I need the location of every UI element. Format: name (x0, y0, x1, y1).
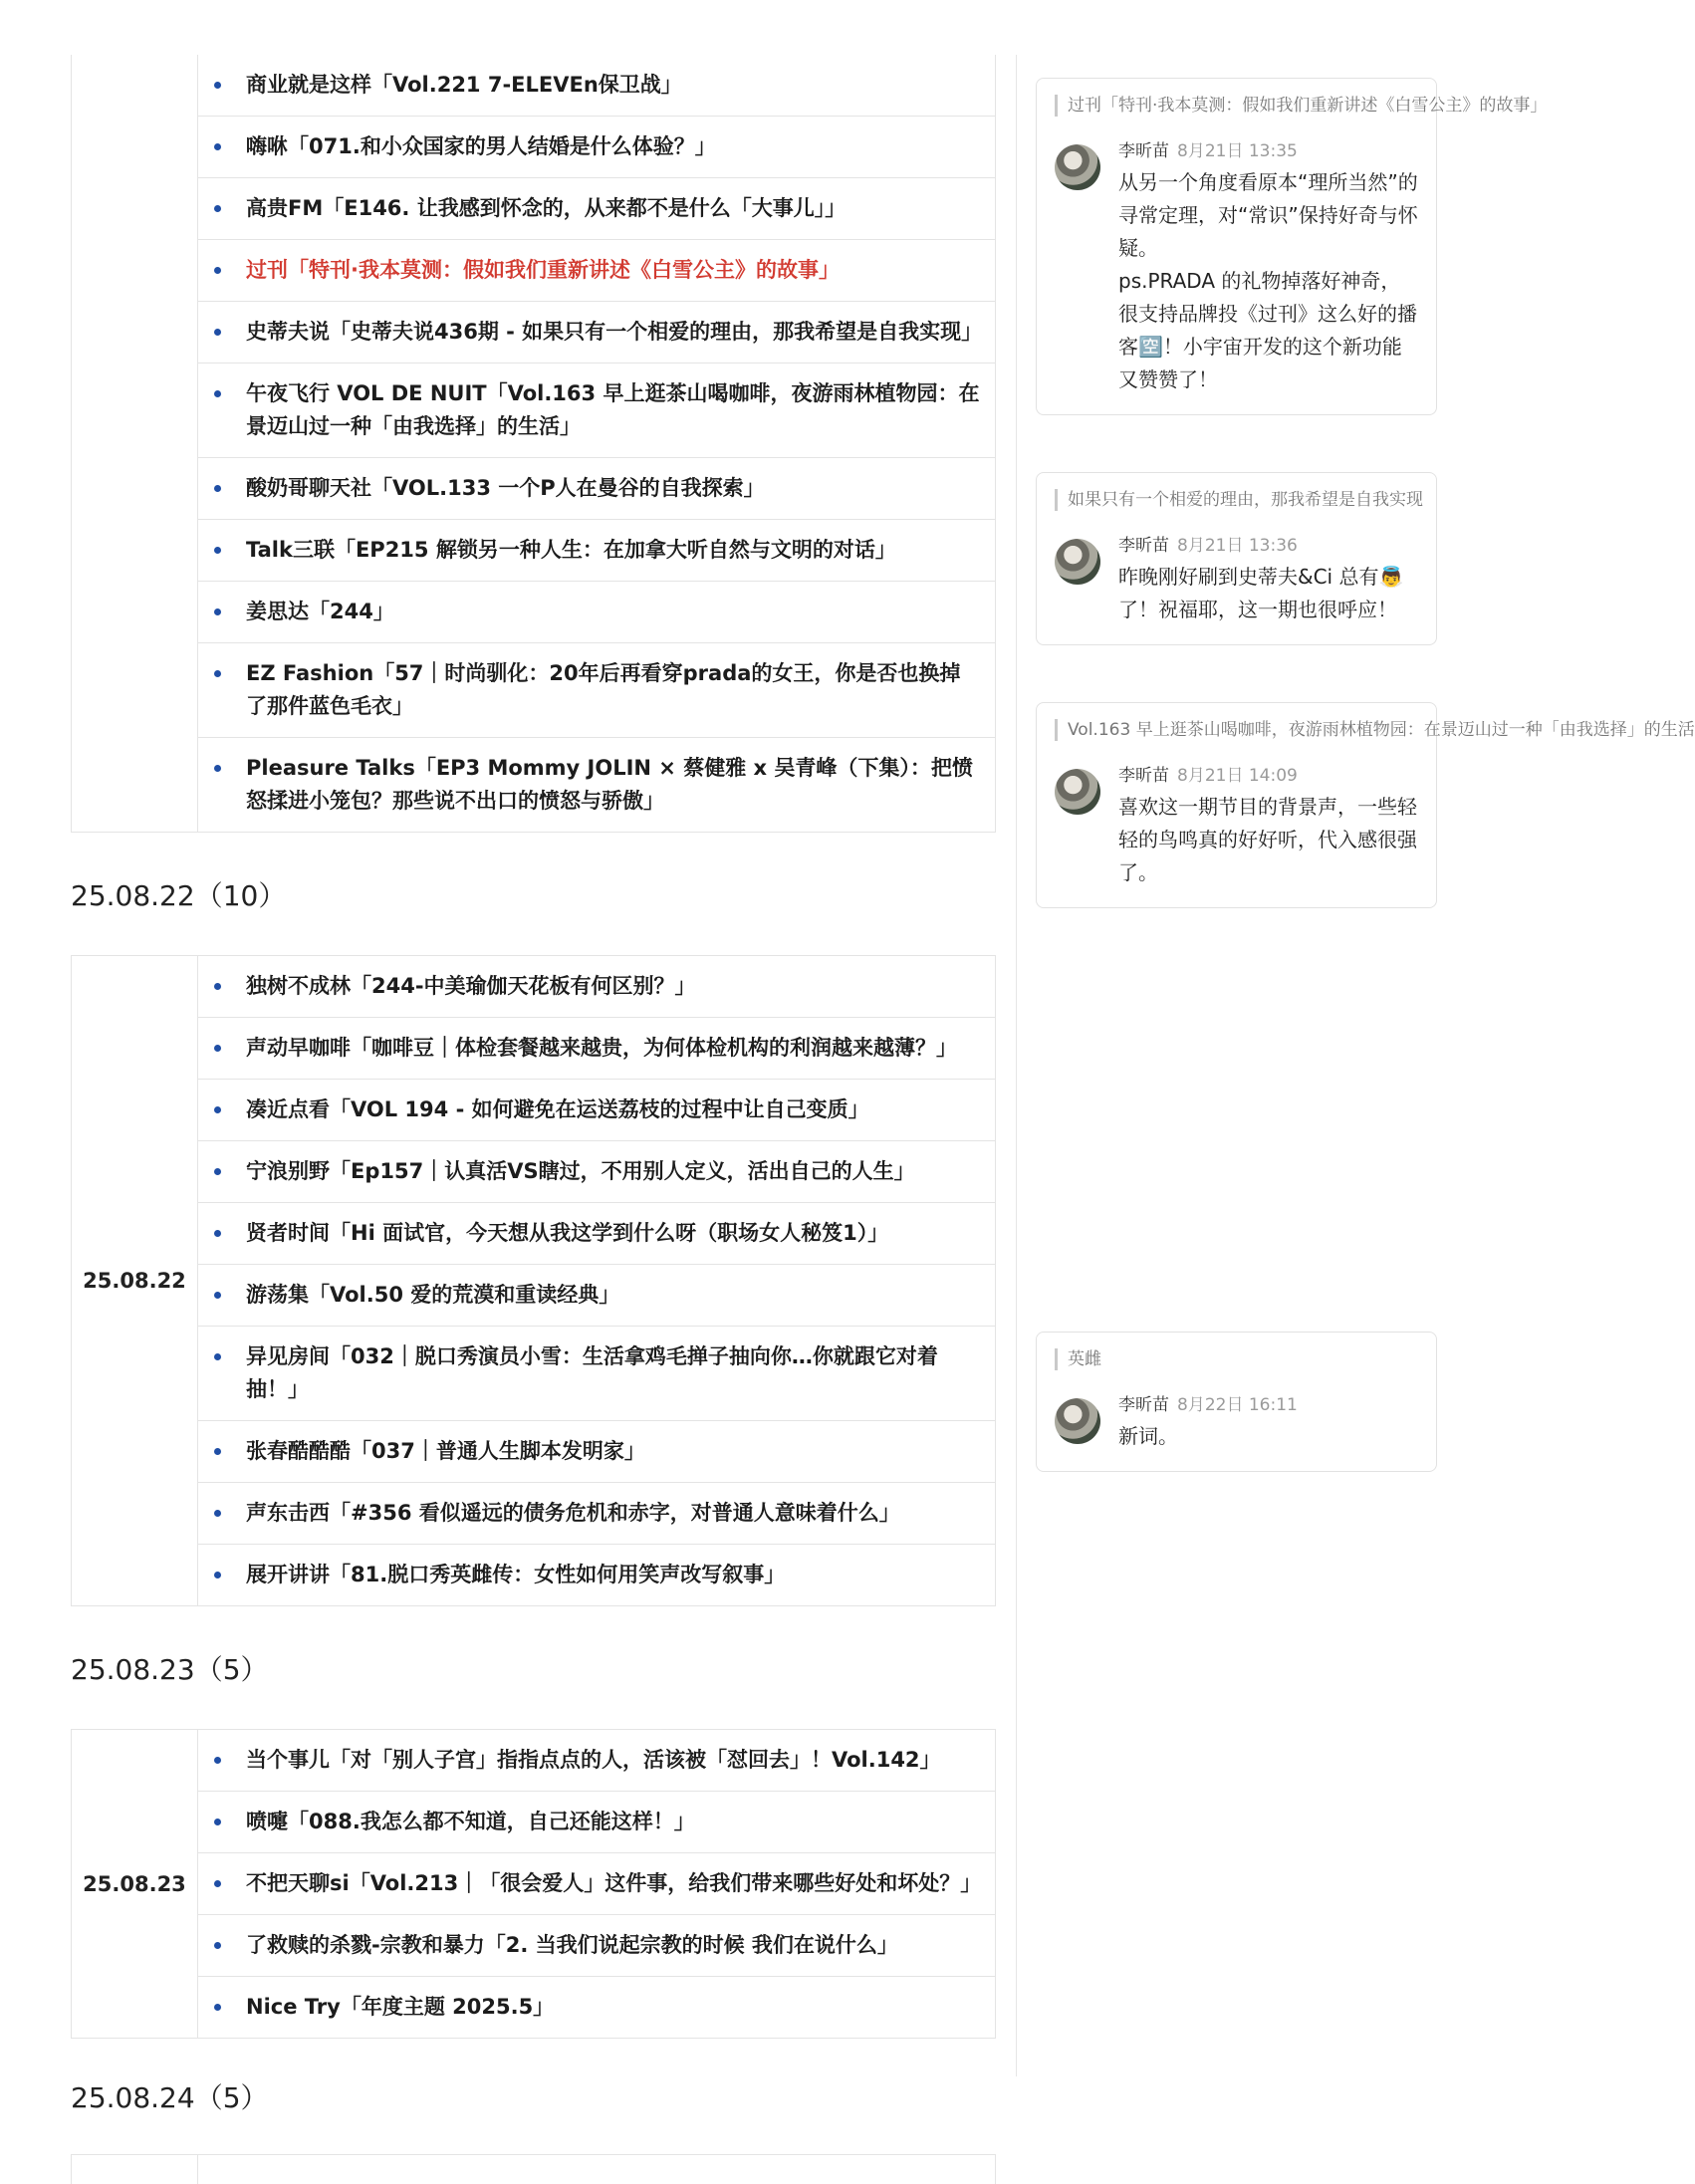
comment-author[interactable]: 李昕苗 (1118, 141, 1169, 161)
avatar[interactable] (1055, 539, 1100, 585)
episode-title: 当个事儿「对「别人子宫」指指点点的人，活该被「怼回去」！Vol.142」 (246, 1748, 941, 1772)
avatar[interactable] (1055, 769, 1100, 815)
episode-title: 高贵FM「E146. 让我感到怀念的，从来都不是什么「大事儿」」 (246, 196, 847, 220)
episode-item[interactable] (198, 1018, 995, 1080)
bullet-icon (214, 1880, 221, 1887)
comment-quote[interactable]: Vol.163 早上逛茶山喝咖啡，夜游雨林植物园：在景迈山过一种「由我选择」的生活 (1055, 719, 1418, 741)
episode-item[interactable] (198, 458, 995, 520)
bullet-icon (214, 765, 221, 772)
comment-text: 从另一个角度看原本“理所当然”的寻常定理，对“常识”保持好奇与怀疑。 ps.PRADA 的礼物掉落好神奇，很支持品牌投《过刊》这么好的播客🈳！小宇宙开发的这个新功能又赞赞了！ (1118, 170, 1418, 391)
bullet-icon (214, 1106, 221, 1113)
comment-author[interactable]: 李昕苗 (1118, 536, 1169, 556)
episode-item[interactable] (198, 1977, 995, 2038)
section-heading-0822: 25.08.22（10） (71, 878, 287, 912)
episode-item[interactable] (198, 643, 995, 738)
bullet-icon (214, 329, 221, 336)
episode-title: 姜思达「244」 (246, 600, 394, 623)
date-cell: 25.08.23 (72, 1730, 198, 2038)
date-cell (72, 2155, 198, 2184)
episode-title: 游荡集「Vol.50 爱的荒漠和重读经典」 (246, 1283, 620, 1307)
episode-title: 酸奶哥聊天社「VOL.133 一个P人在曼谷的自我探索」 (246, 476, 765, 500)
day-table (71, 55, 996, 833)
episode-title: 喷嚏「088.我怎么都不知道，自己还能这样！」 (246, 1810, 695, 1833)
bullet-icon (214, 1168, 221, 1175)
bullet-icon (214, 608, 221, 615)
bullet-icon (214, 205, 221, 212)
avatar[interactable] (1055, 1398, 1100, 1444)
day-table (71, 1729, 996, 2039)
column-divider (1016, 55, 1017, 2076)
episode-title: 午夜飞行 VOL DE NUIT「Vol.163 早上逛茶山喝咖啡，夜游雨林植物园：在景迈山过一种「由我选择」的生活」 (246, 381, 980, 438)
bullet-icon (214, 1510, 221, 1517)
episode-title: 不把天聊si「Vol.213｜「很会爱人」这件事，给我们带来哪些好处和坏处？」 (246, 1871, 982, 1895)
bullet-icon (214, 143, 221, 150)
comment-card (1036, 1332, 1437, 1472)
episode-title: 商业就是这样「Vol.221 7-ELEVEn保卫战」 (246, 73, 682, 97)
episode-title: 张春酷酷酷「037｜普通人生脚本发明家」 (246, 1439, 645, 1463)
bullet-icon (214, 1572, 221, 1578)
comment-quote[interactable]: 如果只有一个相爱的理由，那我希望是自我实现 (1055, 489, 1418, 511)
episode-item[interactable] (198, 1265, 995, 1327)
episode-item[interactable] (198, 1915, 995, 1977)
episode-item[interactable] (198, 582, 995, 643)
bullet-icon (214, 1448, 221, 1455)
episode-item[interactable] (198, 178, 995, 240)
episode-title: 凑近点看「VOL 194 - 如何避免在运送荔枝的过程中让自己变质」 (246, 1097, 869, 1121)
episode-title: 独树不成林「244-中美瑜伽天花板有何区别？」 (246, 974, 696, 998)
episode-item[interactable] (198, 1730, 995, 1792)
episode-item[interactable] (198, 1203, 995, 1265)
episode-list (71, 55, 996, 2184)
episode-title: 了救赎的杀戮-宗教和暴力「2. 当我们说起宗教的时候 我们在说什么」 (246, 1933, 898, 1957)
episode-title: 展开讲讲「81.脱口秀英雌传：女性如何用笑声改写叙事」 (246, 1563, 786, 1586)
episode-title: Talk三联「EP215 解锁另一种人生：在加拿大听自然与文明的对话」 (246, 538, 896, 562)
episode-title: 过刊「特刊·我本莫测：假如我们重新讲述《白雪公主》的故事」 (246, 258, 840, 282)
episode-item[interactable] (198, 1792, 995, 1853)
date-cell (72, 55, 198, 832)
episode-item[interactable] (198, 302, 995, 364)
episode-title: 异见房间「032｜脱口秀演员小雪：生活拿鸡毛掸子抽向你…你就跟它对着抽！」 (246, 1344, 938, 1401)
episode-item[interactable] (198, 738, 995, 832)
episode-item[interactable] (198, 1141, 995, 1203)
comment-quote[interactable]: 英雌 (1055, 1348, 1418, 1370)
comment-author[interactable]: 李昕苗 (1118, 1395, 1169, 1415)
episode-title: 嗨咻「071.和小众国家的男人结婚是什么体验？」 (246, 134, 716, 158)
bullet-icon (214, 1942, 221, 1949)
comment-time: 8月21日 14:09 (1177, 766, 1298, 786)
episode-title: 宁浪别野「Ep157｜认真活VS瞎过，不用别人定义，活出自己的人生」 (246, 1159, 915, 1183)
bullet-icon (214, 82, 221, 89)
date-cell: 25.08.22 (72, 956, 198, 1605)
episode-item[interactable] (198, 1080, 995, 1141)
day-table (71, 2154, 996, 2184)
bullet-icon (214, 485, 221, 492)
episode-item[interactable] (198, 1483, 995, 1545)
comment-text: 昨晚刚好刷到史蒂夫&Ci 总有👼了！祝福耶，这一期也很呼应！ (1118, 565, 1404, 621)
episode-title: 贤者时间「Hi 面试官，今天想从我这学到什么呀（职场女人秘笈1）」 (246, 1221, 889, 1245)
bullet-icon (214, 1757, 221, 1764)
section-heading-0824: 25.08.24（5） (71, 2081, 269, 2114)
episode-title: Pleasure Talks「EP3 Mommy JOLIN × 蔡健雅 x 吴青峰（下集）：把愤怒揉进小笼包？那些说不出口的愤怒与骄傲」 (246, 756, 973, 813)
bullet-icon (214, 1230, 221, 1237)
bullet-icon (214, 1292, 221, 1299)
bullet-icon (214, 2004, 221, 2011)
comment-quote[interactable]: 过刊「特刊·我本莫测：假如我们重新讲述《白雪公主》的故事」 (1055, 95, 1418, 117)
comment-time: 8月21日 13:35 (1177, 141, 1298, 161)
avatar[interactable] (1055, 144, 1100, 190)
episode-item[interactable] (198, 364, 995, 458)
section-heading-0823: 25.08.23（5） (71, 1652, 269, 1686)
episode-item[interactable] (198, 1327, 995, 1421)
episode-title: 声动早咖啡「咖啡豆｜体检套餐越来越贵，为何体检机构的利润越来越薄？」 (246, 1036, 957, 1060)
bullet-icon (214, 670, 221, 677)
episode-item[interactable] (198, 1545, 995, 1605)
day-table (71, 955, 996, 1606)
comment-card (1036, 78, 1548, 415)
episode-item[interactable] (198, 520, 995, 582)
episode-item[interactable] (198, 1421, 995, 1483)
comment-time: 8月22日 16:11 (1177, 1395, 1298, 1415)
bullet-icon (214, 390, 221, 397)
episode-item[interactable] (198, 1853, 995, 1915)
bullet-icon (214, 983, 221, 990)
episode-title: Nice Try「年度主题 2025.5」 (246, 1995, 555, 2019)
episode-title: 声东击西「#356 看似遥远的债务危机和赤字，对普通人意味着什么」 (246, 1501, 900, 1525)
comment-time: 8月21日 13:36 (1177, 536, 1298, 556)
comment-text: 喜欢这一期节目的背景声，一些轻轻的鸟鸣真的好好听，代入感很强了。 (1118, 795, 1417, 884)
comment-text: 新词。 (1118, 1424, 1178, 1448)
comment-card (1036, 472, 1437, 645)
bullet-icon (214, 267, 221, 274)
comment-author[interactable]: 李昕苗 (1118, 766, 1169, 786)
episode-title: EZ Fashion「57｜时尚驯化：20年后再看穿prada的女王，你是否也换掉了那件蓝色毛衣」 (246, 661, 961, 718)
episode-title: 史蒂夫说「史蒂夫说436期 - 如果只有一个相爱的理由，那我希望是自我实现」 (246, 320, 983, 344)
episode-item[interactable] (198, 240, 995, 302)
bullet-icon (214, 1353, 221, 1360)
bullet-icon (214, 547, 221, 554)
bullet-icon (214, 1045, 221, 1052)
episode-item[interactable] (198, 117, 995, 178)
comment-card (1036, 702, 1695, 908)
episode-item[interactable] (198, 956, 995, 1018)
bullet-icon (214, 1819, 221, 1825)
episode-item[interactable] (198, 55, 995, 117)
